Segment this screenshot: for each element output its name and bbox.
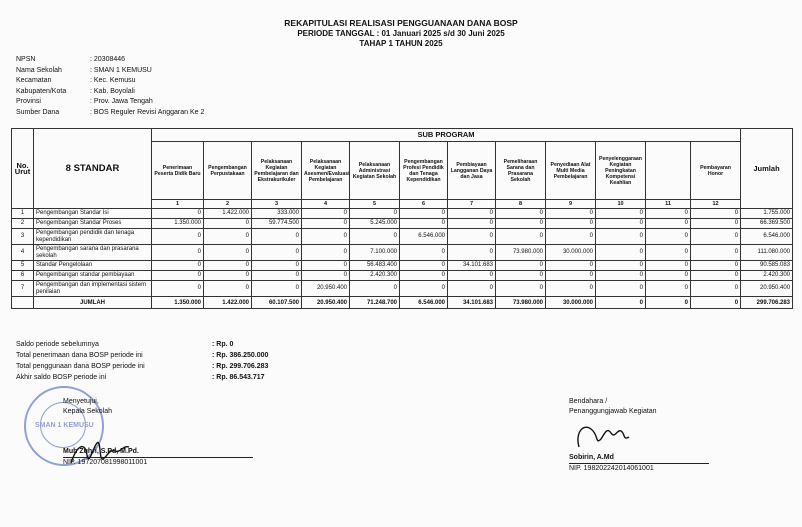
col-no-header: No. Urut bbox=[12, 129, 34, 209]
row-cell: 0 bbox=[646, 229, 691, 245]
total-cell: 0 bbox=[646, 297, 691, 309]
sign-right-name: Sobirin, A.Md bbox=[569, 454, 614, 461]
row-cell: 0 bbox=[152, 245, 204, 261]
row-cell: 56.483.400 bbox=[350, 261, 400, 271]
info-value: : BOS Reguler Revisi Anggaran Ke 2 bbox=[90, 108, 205, 116]
info-label: Provinsi bbox=[16, 98, 41, 105]
row-total: 1.755.000 bbox=[741, 209, 793, 219]
row-cell: 0 bbox=[496, 261, 546, 271]
sign-left-line2: Kepala Sekolah bbox=[63, 408, 113, 415]
row-cell: 0 bbox=[646, 261, 691, 271]
row-cell: 0 bbox=[152, 209, 204, 219]
info-row bbox=[16, 76, 204, 87]
total-label: JUMLAH bbox=[34, 297, 152, 309]
info-label: Nama Sekolah bbox=[16, 66, 62, 74]
column-header: Pengembangan Perpustakaan bbox=[204, 142, 252, 200]
row-standard-name: Pengembangan Standar Proses bbox=[34, 219, 152, 229]
row-cell: 0 bbox=[546, 261, 596, 271]
row-cell: 0 bbox=[204, 261, 252, 271]
row-cell: 0 bbox=[546, 209, 596, 219]
row-number: 5 bbox=[12, 261, 34, 271]
sign-left-name: Muh Zuhri, S.Pd, M.Pd. bbox=[63, 448, 139, 455]
row-cell: 0 bbox=[546, 219, 596, 229]
table-row bbox=[12, 261, 793, 271]
column-index: 6 bbox=[400, 200, 448, 209]
row-cell: 1.350.000 bbox=[152, 219, 204, 229]
row-cell: 0 bbox=[302, 261, 350, 271]
row-cell: 0 bbox=[252, 271, 302, 281]
row-cell: 1.422.000 bbox=[204, 209, 252, 219]
column-header bbox=[646, 142, 691, 200]
column-header: Penerimaan Peserta Didik Baru bbox=[152, 142, 204, 200]
row-cell: 0 bbox=[152, 281, 204, 297]
summary-value: : Rp. 299.706.283 bbox=[212, 363, 269, 370]
row-cell: 0 bbox=[496, 209, 546, 219]
info-label: Sumber Dana bbox=[16, 108, 60, 116]
row-cell: 0 bbox=[448, 209, 496, 219]
row-cell: 0 bbox=[448, 281, 496, 297]
row-number: 7 bbox=[12, 281, 34, 297]
total-cell: 0 bbox=[691, 297, 741, 309]
column-header: Penyediaan Alat Multi Media Pembelajaran bbox=[546, 142, 596, 200]
column-index: 1 bbox=[152, 200, 204, 209]
info-label: Kabupaten/Kota bbox=[16, 87, 67, 95]
row-cell: 0 bbox=[691, 281, 741, 297]
signature-right bbox=[569, 397, 709, 474]
summary-value: : Rp. 0 bbox=[212, 341, 234, 348]
row-cell: 0 bbox=[448, 245, 496, 261]
table-row bbox=[12, 245, 793, 261]
column-header: Pemeliharaan Sarana dan Prasarana Sekolah bbox=[496, 142, 546, 200]
column-index: 11 bbox=[646, 200, 691, 209]
info-row bbox=[16, 97, 204, 108]
report-period: PERIODE TANGGAL : 01 Januari 2025 s/d 30 Juni 2025 bbox=[297, 29, 505, 38]
row-total: 111.080.000 bbox=[741, 245, 793, 261]
row-cell: 0 bbox=[596, 219, 646, 229]
summary-value: : Rp. 386.250.000 bbox=[212, 352, 269, 359]
row-cell: 0 bbox=[204, 271, 252, 281]
info-value: : 20308446 bbox=[90, 56, 126, 63]
row-cell: 20.950.400 bbox=[302, 281, 350, 297]
row-cell: 0 bbox=[400, 219, 448, 229]
sign-right-line2: Penanggungjawab Kegiatan bbox=[569, 408, 657, 415]
row-cell: 0 bbox=[596, 229, 646, 245]
row-cell: 0 bbox=[204, 281, 252, 297]
column-header: Pembiayaan Langganan Daya dan Jasa bbox=[448, 142, 496, 200]
column-header: Pelaksanaan Kegiatan Pembelajaran dan Ekstrakurikuler bbox=[252, 142, 302, 200]
total-cell: 1.422.000 bbox=[204, 297, 252, 309]
summary-label: Akhir saldo BOSP periode ini bbox=[16, 374, 107, 381]
total-cell: 34.101.683 bbox=[448, 297, 496, 309]
table-row bbox=[12, 281, 793, 297]
row-cell: 6.546.000 bbox=[400, 229, 448, 245]
table-row bbox=[12, 219, 793, 229]
column-header: Penyelenggaraan Kegiatan Peningkatan Kompetensi Keahlian bbox=[596, 142, 646, 200]
col-jumlah-header: Jumlah bbox=[741, 129, 793, 209]
info-value: : Kab. Boyolali bbox=[90, 87, 135, 95]
row-cell: 0 bbox=[204, 245, 252, 261]
total-cell: 60.107.500 bbox=[252, 297, 302, 309]
row-cell: 0 bbox=[496, 271, 546, 281]
row-cell: 0 bbox=[400, 281, 448, 297]
info-value: : Kec. Kemusu bbox=[90, 77, 136, 84]
row-standard-name: Pengembangan Standar Isi bbox=[34, 209, 152, 219]
summary-label: Saldo periode sebelumnya bbox=[16, 341, 99, 348]
column-header: Pengembangan Profesi Pendidik dan Tenaga Kependidikan bbox=[400, 142, 448, 200]
school-info bbox=[16, 55, 204, 118]
sign-right-nip: NIP. 198202242014061001 bbox=[569, 465, 654, 472]
row-cell: 0 bbox=[691, 209, 741, 219]
info-row bbox=[16, 87, 204, 98]
row-cell: 0 bbox=[252, 245, 302, 261]
row-cell: 0 bbox=[448, 219, 496, 229]
row-cell: 0 bbox=[400, 271, 448, 281]
row-cell: 0 bbox=[646, 281, 691, 297]
row-number: 2 bbox=[12, 219, 34, 229]
total-cell: 73.980.000 bbox=[496, 297, 546, 309]
row-cell: 0 bbox=[204, 219, 252, 229]
row-cell: 0 bbox=[596, 245, 646, 261]
info-row bbox=[16, 108, 204, 119]
row-cell: 0 bbox=[448, 229, 496, 245]
summary-row bbox=[16, 372, 268, 383]
column-index: 4 bbox=[302, 200, 350, 209]
row-cell: 73.980.000 bbox=[496, 245, 546, 261]
row-number: 4 bbox=[12, 245, 34, 261]
row-cell: 0 bbox=[400, 245, 448, 261]
row-cell: 0 bbox=[646, 209, 691, 219]
report-stage: TAHAP 1 TAHUN 2025 bbox=[359, 39, 443, 48]
row-standard-name: Pengembangan sarana dan prasarana sekolah bbox=[34, 245, 152, 261]
row-cell: 0 bbox=[400, 261, 448, 271]
summary-row bbox=[16, 350, 268, 361]
row-standard-name: Pengembangan dan implementasi sistem penilaian bbox=[34, 281, 152, 297]
row-cell: 7.100.000 bbox=[350, 245, 400, 261]
total-cell: 20.950.400 bbox=[302, 297, 350, 309]
row-total: 90.585.083 bbox=[741, 261, 793, 271]
row-standard-name: Pengembangan pendidik dan tenaga kependidikan bbox=[34, 229, 152, 245]
info-value: : Prov. Jawa Tengah bbox=[90, 98, 153, 105]
recap-table bbox=[11, 128, 793, 309]
column-index: 8 bbox=[496, 200, 546, 209]
info-label: Kecamatan bbox=[16, 77, 52, 84]
summary-row bbox=[16, 361, 268, 372]
column-index: 3 bbox=[252, 200, 302, 209]
column-index: 5 bbox=[350, 200, 400, 209]
column-index: 7 bbox=[448, 200, 496, 209]
info-value: : SMAN 1 KEMUSU bbox=[90, 66, 152, 74]
row-cell: 0 bbox=[152, 261, 204, 271]
row-cell: 0 bbox=[691, 245, 741, 261]
total-cell: 71.248.700 bbox=[350, 297, 400, 309]
row-cell: 0 bbox=[691, 261, 741, 271]
summary-label: Total penggunaan dana BOSP periode ini bbox=[16, 363, 145, 370]
row-cell: 0 bbox=[252, 281, 302, 297]
signature-left bbox=[63, 397, 253, 468]
signature-right-icon bbox=[569, 419, 639, 453]
total-cell: 6.546.000 bbox=[400, 297, 448, 309]
row-total: 2.420.300 bbox=[741, 271, 793, 281]
report-title: REKAPITULASI REALISASI PENGGUANAAN DANA BOSP bbox=[284, 18, 518, 28]
row-cell: 34.101.683 bbox=[448, 261, 496, 271]
row-standard-name: Standar Pengelolaan bbox=[34, 261, 152, 271]
row-cell: 0 bbox=[596, 261, 646, 271]
row-cell: 0 bbox=[204, 229, 252, 245]
row-cell: 0 bbox=[646, 245, 691, 261]
sign-left-nip: NIP. 197207081998011001 bbox=[63, 459, 148, 466]
summary-label: Total penerimaan dana BOSP periode ini bbox=[16, 352, 143, 359]
row-cell: 0 bbox=[252, 229, 302, 245]
total-cell: 30.000.000 bbox=[546, 297, 596, 309]
row-cell: 0 bbox=[152, 271, 204, 281]
sign-right-line1: Bendahara / bbox=[569, 398, 608, 405]
row-cell: 0 bbox=[546, 281, 596, 297]
row-total: 66.369.500 bbox=[741, 219, 793, 229]
table-row bbox=[12, 209, 793, 219]
col-standar-header: 8 STANDAR bbox=[34, 129, 152, 209]
row-cell: 0 bbox=[448, 271, 496, 281]
column-index: 10 bbox=[596, 200, 646, 209]
column-header: Pelaksanaan Kegiatan Asesmen/Evaluasi Pembelajaran bbox=[302, 142, 350, 200]
summary-row bbox=[16, 339, 268, 350]
row-cell: 0 bbox=[596, 271, 646, 281]
column-index: 2 bbox=[204, 200, 252, 209]
summary bbox=[16, 339, 268, 383]
row-cell: 0 bbox=[596, 209, 646, 219]
row-cell: 0 bbox=[496, 219, 546, 229]
row-cell: 0 bbox=[691, 219, 741, 229]
row-cell: 0 bbox=[546, 271, 596, 281]
sign-left-line1: Menyetujui, bbox=[63, 398, 99, 405]
summary-value: : Rp. 86.543.717 bbox=[212, 374, 265, 381]
row-cell: 0 bbox=[646, 271, 691, 281]
row-standard-name: Pengembangan standar pembiayaan bbox=[34, 271, 152, 281]
column-index: 12 bbox=[691, 200, 741, 209]
row-cell: 0 bbox=[691, 229, 741, 245]
column-header: Pelaksanaan Administrasi Kegiatan Sekolah bbox=[350, 142, 400, 200]
column-index: 9 bbox=[546, 200, 596, 209]
row-total: 6.546.000 bbox=[741, 229, 793, 245]
total-row bbox=[12, 297, 793, 309]
sub-program-header: SUB PROGRAM bbox=[152, 129, 741, 142]
row-number: 6 bbox=[12, 271, 34, 281]
row-cell: 0 bbox=[350, 281, 400, 297]
stamp-text: SMAN 1 KEMUSU bbox=[35, 422, 94, 429]
row-cell: 0 bbox=[596, 281, 646, 297]
row-cell: 0 bbox=[496, 229, 546, 245]
table-row bbox=[12, 271, 793, 281]
row-cell: 30.000.000 bbox=[546, 245, 596, 261]
info-row bbox=[16, 66, 204, 77]
row-cell: 0 bbox=[350, 209, 400, 219]
row-cell: 0 bbox=[350, 229, 400, 245]
row-cell: 59.774.500 bbox=[252, 219, 302, 229]
row-cell: 0 bbox=[496, 281, 546, 297]
row-cell: 5.245.000 bbox=[350, 219, 400, 229]
row-cell: 0 bbox=[152, 229, 204, 245]
row-cell: 0 bbox=[691, 271, 741, 281]
row-cell: 333.000 bbox=[252, 209, 302, 219]
row-number: 3 bbox=[12, 229, 34, 245]
row-cell: 0 bbox=[302, 219, 350, 229]
row-cell: 2.420.300 bbox=[350, 271, 400, 281]
info-label: NPSN bbox=[16, 56, 36, 63]
row-cell: 0 bbox=[302, 271, 350, 281]
row-total: 20.950.400 bbox=[741, 281, 793, 297]
row-cell: 0 bbox=[646, 219, 691, 229]
row-cell: 0 bbox=[252, 261, 302, 271]
info-row bbox=[16, 55, 204, 66]
column-header: Pembayaran Honor bbox=[691, 142, 741, 200]
total-row-blank bbox=[12, 297, 34, 309]
row-cell: 0 bbox=[302, 229, 350, 245]
row-cell: 0 bbox=[400, 209, 448, 219]
row-cell: 0 bbox=[302, 245, 350, 261]
grand-total: 299.706.283 bbox=[741, 297, 793, 309]
row-number: 1 bbox=[12, 209, 34, 219]
row-cell: 0 bbox=[302, 209, 350, 219]
total-cell: 0 bbox=[596, 297, 646, 309]
signature-left-icon bbox=[63, 437, 133, 471]
total-cell: 1.350.000 bbox=[152, 297, 204, 309]
row-cell: 0 bbox=[546, 229, 596, 245]
table-row bbox=[12, 229, 793, 245]
